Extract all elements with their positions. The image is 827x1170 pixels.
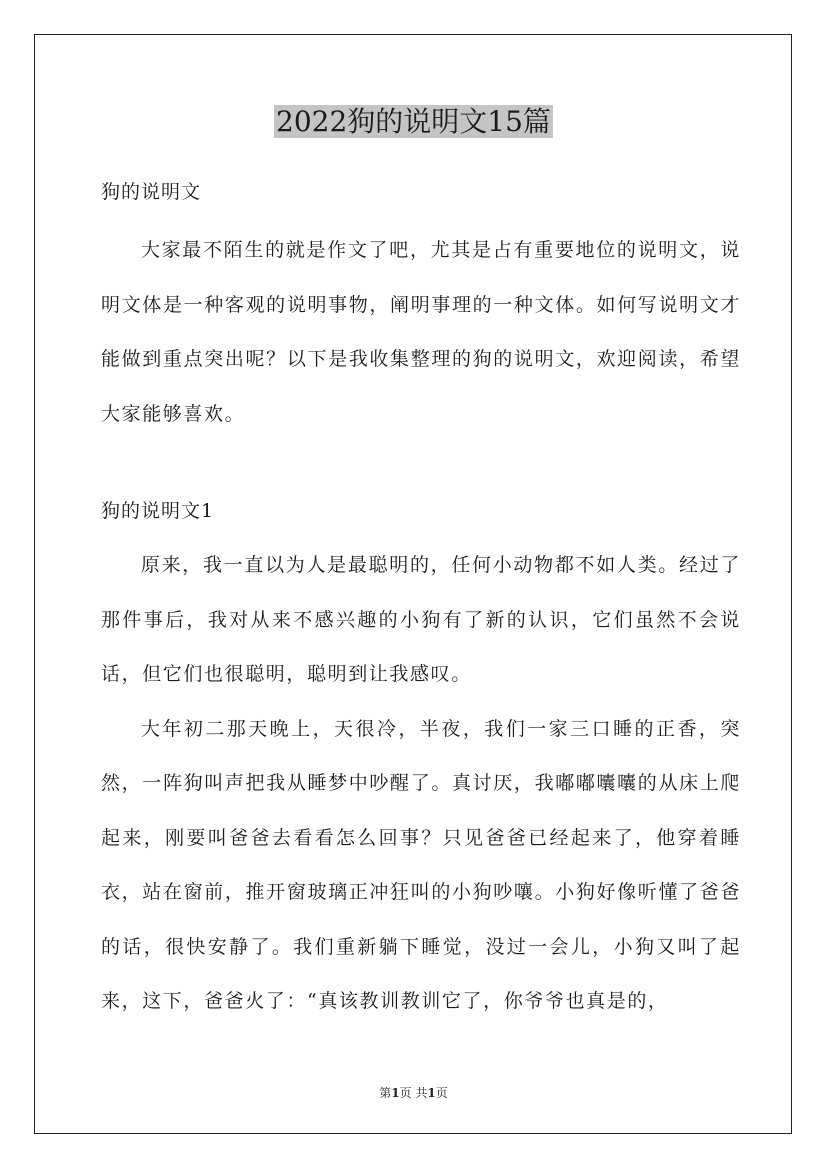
footer-page-total: 1 [427, 1086, 436, 1100]
document-body [101, 174, 741, 1029]
body-paragraph-1: 原来，我一直以为人是最聪明的，任何小动物都不如人类。经过了那件事后，我对从来不感兴趣的小狗有了新的认识，它们虽然不会说话，但它们也很聪明，聪明到让我感叹。 [101, 554, 741, 685]
footer-mid: 页 共 [399, 1086, 428, 1100]
intro-paragraph: 大家最不陌生的就是作文了吧，尤其是占有重要地位的说明文，说明文体是一种客观的说明事物，阐明事理的一种文体。如何写说明文才能做到重点突出呢？以下是我收集整理的狗的说明文，欢迎阅读，希望大家能够喜欢。 [101, 239, 741, 425]
footer-page-current: 1 [391, 1086, 400, 1100]
body-paragraph-2: 大年初二那天晚上，天很冷，半夜，我们一家三口睡的正香，突然，一阵狗叫声把我从睡梦中吵醒了。真讨厌，我嘟嘟囔囔的从床上爬起来，刚要叫爸爸去看看怎么回事？只见爸爸已经起来了，他穿着睡衣，站在窗前，推开窗玻璃正冲狂叫的小狗吵嚷。小狗好像听懂了爸爸的话，很快安静了。我们重新躺下睡觉，没过一会儿，小狗又叫了起来，这下，爸爸火了：“真该教训教训它了，你爷爷也真是的， [101, 717, 741, 1012]
footer-suffix: 页 [435, 1086, 448, 1100]
section-heading: 狗的说明文1 [101, 500, 215, 522]
footer-prefix: 第 [379, 1086, 392, 1100]
document-title [0, 100, 827, 144]
document-title-text: 2022狗的说明文15篇 [276, 105, 551, 138]
intro-heading: 狗的说明文 [101, 181, 202, 203]
page-footer [0, 1084, 827, 1101]
